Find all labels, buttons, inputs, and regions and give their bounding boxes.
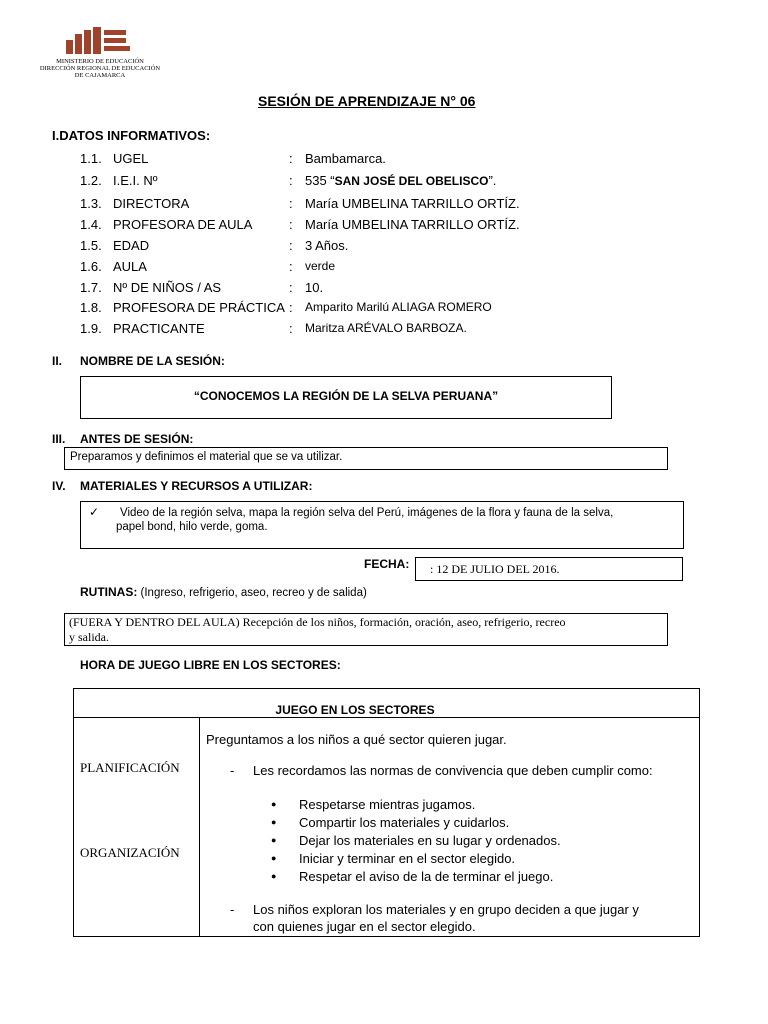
dash-2-text-line-2: con quienes jugar en el sector elegido. bbox=[253, 919, 476, 934]
info-num: 1.9. bbox=[80, 321, 102, 336]
info-num: 1.2. bbox=[80, 173, 102, 188]
hora-juego-heading: HORA DE JUEGO LIBRE EN LOS SECTORES: bbox=[80, 658, 341, 672]
school-name: SAN JOSÉ DEL OBELISCO bbox=[334, 174, 489, 188]
table-column-divider bbox=[199, 717, 200, 937]
info-sep: : bbox=[289, 151, 293, 166]
list-item: ● Respetarse mientras jugamos. bbox=[299, 797, 475, 812]
info-value: Bambamarca. bbox=[305, 151, 386, 166]
dash-1: - bbox=[230, 763, 235, 778]
materials-line-2: papel bond, hilo verde, goma. bbox=[116, 521, 268, 533]
school-number: 535 “ bbox=[305, 173, 335, 188]
list-item: ● Respetar el aviso de la de terminar el juego. bbox=[299, 869, 553, 884]
table-header: JUEGO EN LOS SECTORES bbox=[275, 703, 435, 717]
info-sep: : bbox=[289, 173, 293, 188]
info-sep: : bbox=[289, 196, 293, 211]
sectores-table bbox=[73, 688, 700, 937]
logo-line-3: DE CAJAMARCA bbox=[74, 72, 126, 79]
info-value: 3 Años. bbox=[305, 238, 349, 253]
info-value: María UMBELINA TARRILLO ORTÍZ. bbox=[305, 196, 520, 211]
dash-1-text: Les recordamos las normas de convivencia que deben cumplir como: bbox=[253, 763, 653, 778]
info-num: 1.3. bbox=[80, 196, 102, 211]
info-num: 1.6. bbox=[80, 259, 102, 274]
table-intro: Preguntamos a los niños a qué sector quieren jugar. bbox=[206, 732, 507, 747]
section-2-number: II. bbox=[52, 354, 63, 368]
info-label: I.E.I. Nº bbox=[113, 173, 158, 188]
info-num: 1.8. bbox=[80, 300, 102, 315]
info-value: Maritza ARÉVALO BARBOZA. bbox=[305, 321, 467, 335]
info-sep: : bbox=[289, 238, 293, 253]
info-value: verde bbox=[305, 259, 336, 273]
info-sep: : bbox=[289, 300, 293, 315]
list-item: ● Compartir los materiales y cuidarlos. bbox=[299, 815, 509, 830]
list-item: ● Dejar los materiales en su lugar y ordenados. bbox=[299, 833, 561, 848]
info-num: 1.7. bbox=[80, 280, 102, 295]
page-title: SESIÓN DE APRENDIZAJE N° 06 bbox=[258, 93, 476, 109]
check-icon: ✓ bbox=[89, 505, 100, 519]
info-label: PROFESORA DE AULA bbox=[113, 217, 253, 232]
info-label: PROFESORA DE PRÁCTICA bbox=[113, 300, 285, 315]
info-sep: : bbox=[289, 321, 293, 336]
session-name: “CONOCEMOS LA REGIÓN DE LA SELVA PERUANA” bbox=[193, 389, 499, 403]
info-num: 1.5. bbox=[80, 238, 102, 253]
info-value: Amparito Marilú ALIAGA ROMERO bbox=[305, 300, 492, 314]
info-value: María UMBELINA TARRILLO ORTÍZ. bbox=[305, 217, 520, 232]
section-1-heading: I.DATOS INFORMATIVOS: bbox=[52, 128, 211, 143]
info-num: 1.1. bbox=[80, 151, 102, 166]
dash-2: - bbox=[230, 902, 235, 917]
info-label: PRACTICANTE bbox=[113, 321, 205, 336]
organizacion-label: ORGANIZACIÓN bbox=[80, 845, 180, 860]
info-sep: : bbox=[289, 217, 293, 232]
section-2-heading: NOMBRE DE LA SESIÓN: bbox=[80, 354, 225, 368]
table-header-divider bbox=[73, 717, 700, 718]
info-label: UGEL bbox=[113, 151, 149, 166]
ministry-logo bbox=[62, 24, 142, 58]
section-4-heading: MATERIALES Y RECURSOS A UTILIZAR: bbox=[80, 479, 313, 493]
info-value: 10. bbox=[305, 280, 324, 295]
info-label: DIRECTORA bbox=[113, 196, 190, 211]
fecha-value: : 12 DE JULIO DEL 2016. bbox=[430, 562, 560, 576]
info-sep: : bbox=[289, 259, 293, 274]
logo-line-2: DIRECCIÓN REGIONAL DE EDUCACIÓN bbox=[39, 65, 161, 72]
section-4-number: IV. bbox=[52, 479, 66, 493]
info-value bbox=[305, 173, 496, 188]
info-label: Nº DE NIÑOS / AS bbox=[113, 280, 222, 295]
section-3-number: III. bbox=[52, 432, 66, 446]
school-name-end: ”. bbox=[488, 173, 497, 188]
rutinas-line bbox=[80, 585, 367, 599]
rutinas-text: (Ingreso, refrigerio, aseo, recreo y de salida) bbox=[137, 587, 367, 599]
info-sep: : bbox=[289, 280, 293, 295]
rutinas-box-line-2: y salida. bbox=[69, 630, 109, 644]
info-label: AULA bbox=[113, 259, 147, 274]
rutinas-label: RUTINAS: bbox=[80, 585, 138, 599]
antes-text: Preparamos y definimos el material que se va utilizar. bbox=[70, 451, 343, 463]
materials-line-1: Video de la región selva, mapa la región selva del Perú, imágenes de la flora y fauna de la selva, bbox=[120, 507, 614, 519]
info-label: EDAD bbox=[113, 238, 150, 253]
info-num: 1.4. bbox=[80, 217, 102, 232]
logo-bars-icon bbox=[62, 24, 142, 58]
list-item: ● Iniciar y terminar en el sector elegido. bbox=[299, 851, 515, 866]
planificacion-label: PLANIFICACIÓN bbox=[80, 760, 180, 775]
logo-line-1: MINISTERIO DE EDUCACIÓN bbox=[56, 58, 144, 65]
dash-2-text-line-1: Los niños exploran los materiales y en grupo deciden a que jugar y bbox=[253, 902, 639, 917]
section-3-heading: ANTES DE SESIÓN: bbox=[80, 432, 194, 446]
rutinas-box-line-1: (FUERA Y DENTRO DEL AULA) Recepción de los niños, formación, oración, aseo, refrigerio, recreo bbox=[69, 615, 566, 629]
fecha-label: FECHA: bbox=[364, 557, 410, 571]
